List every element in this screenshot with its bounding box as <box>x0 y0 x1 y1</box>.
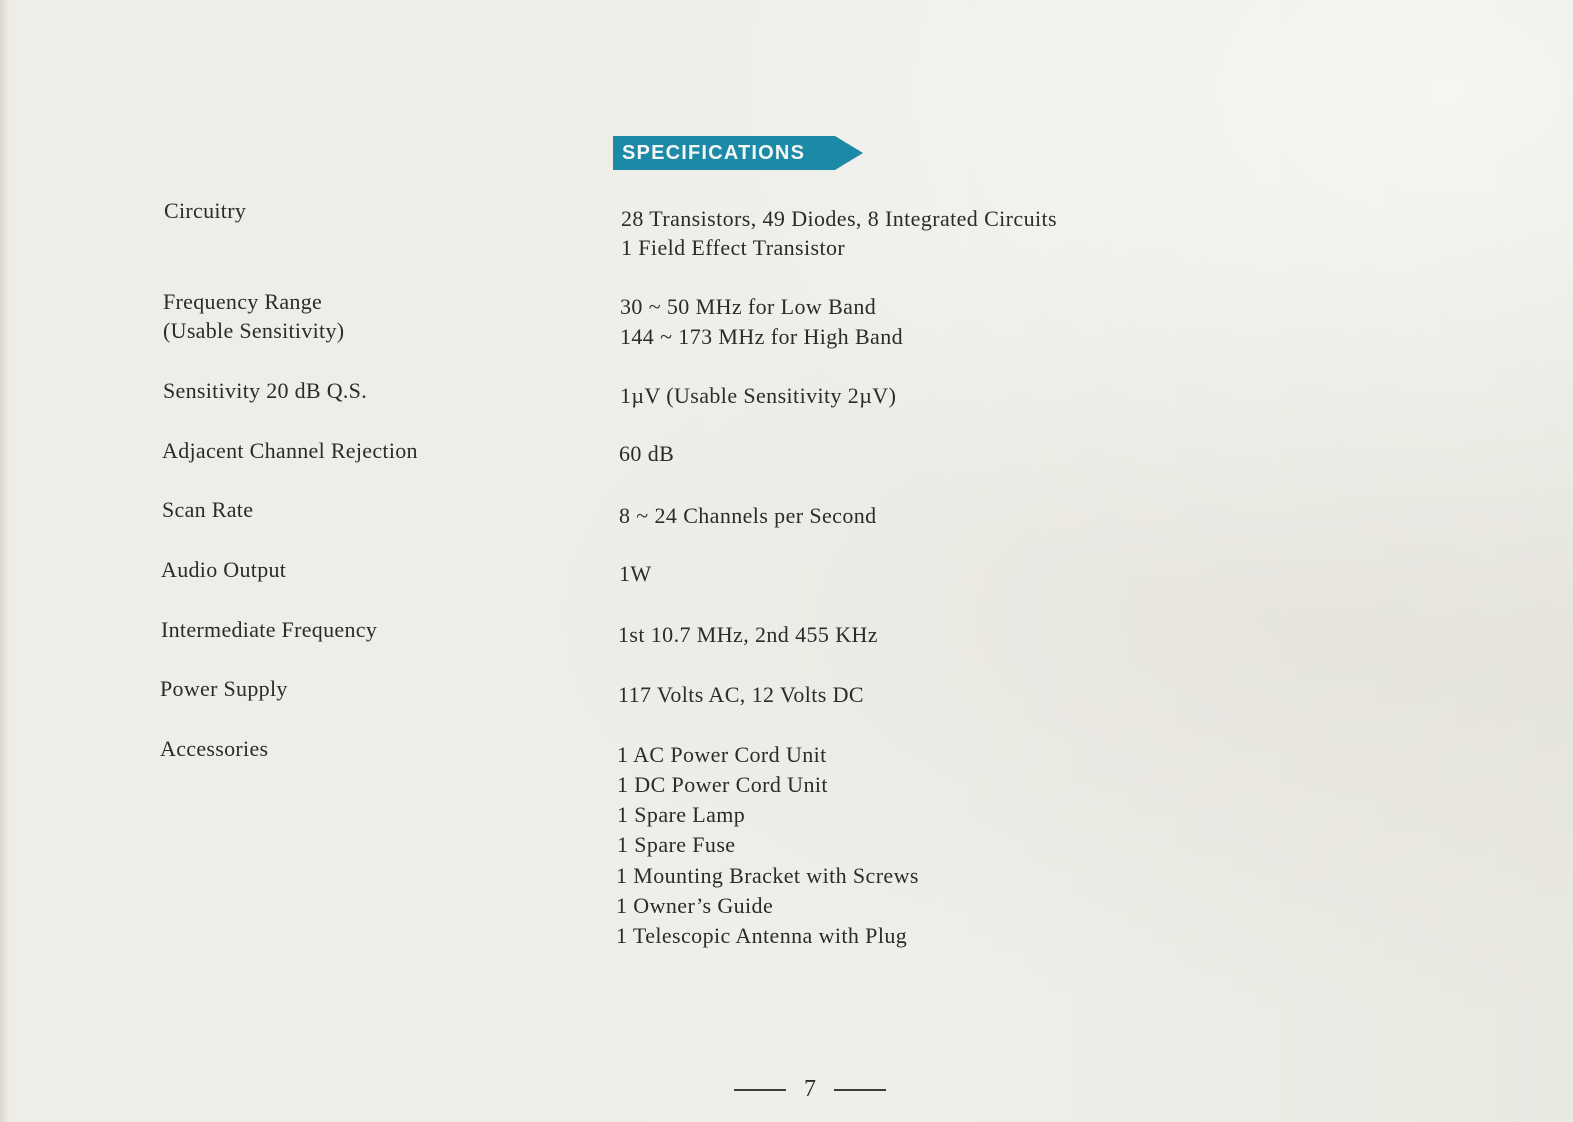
accessory-mounting-bracket: 1 Mounting Bracket with Screws <box>616 863 919 888</box>
spec-value-low-band: 30 ~ 50 MHz for Low Band <box>620 294 877 319</box>
footer-dash-left <box>734 1089 786 1091</box>
spec-value-power-supply: 117 Volts AC, 12 Volts DC <box>618 682 864 707</box>
accessory-spare-lamp: 1 Spare Lamp <box>617 802 746 827</box>
spec-label-intermediate-frequency: Intermediate Frequency <box>161 617 378 642</box>
page-edge-shadow <box>0 0 10 1122</box>
footer-dash-right <box>834 1089 886 1091</box>
spec-value-audio-output: 1W <box>619 561 652 586</box>
spec-label-power-supply: Power Supply <box>160 676 288 701</box>
page-number: 7 <box>804 1076 816 1102</box>
accessory-ac-power-cord: 1 AC Power Cord Unit <box>617 742 827 767</box>
spec-label-scan-rate: Scan Rate <box>162 497 254 522</box>
specifications-banner <box>613 136 863 170</box>
spec-label-accessories: Accessories <box>160 736 269 761</box>
accessory-dc-power-cord: 1 DC Power Cord Unit <box>617 772 828 797</box>
specifications-title: SPECIFICATIONS <box>622 142 806 164</box>
spec-label-audio-output: Audio Output <box>161 557 287 582</box>
spec-value-sensitivity: 1µV (Usable Sensitivity 2µV) <box>620 383 897 408</box>
spec-label-frequency-range: Frequency Range <box>163 289 323 314</box>
spec-value-circuitry-line1: 28 Transistors, 49 Diodes, 8 Integrated Circuits <box>621 206 1057 231</box>
spec-value-scan-rate: 8 ~ 24 Channels per Second <box>619 503 877 528</box>
accessory-spare-fuse: 1 Spare Fuse <box>617 832 736 857</box>
page-footer <box>734 1074 894 1104</box>
accessory-owners-guide: 1 Owner’s Guide <box>616 893 774 918</box>
spec-label-circuitry: Circuitry <box>164 198 247 223</box>
spec-value-high-band: 144 ~ 173 MHz for High Band <box>620 324 904 349</box>
spec-label-adjacent-channel-rejection: Adjacent Channel Rejection <box>162 438 418 463</box>
spec-value-intermediate-frequency: 1st 10.7 MHz, 2nd 455 KHz <box>618 622 878 647</box>
spec-value-adjacent-channel-rejection: 60 dB <box>619 441 675 466</box>
spec-label-usable-sensitivity: (Usable Sensitivity) <box>163 318 345 343</box>
spec-value-circuitry-line2: 1 Field Effect Transistor <box>621 235 846 260</box>
spec-label-sensitivity: Sensitivity 20 dB Q.S. <box>163 378 368 403</box>
accessory-telescopic-antenna: 1 Telescopic Antenna with Plug <box>616 923 908 948</box>
